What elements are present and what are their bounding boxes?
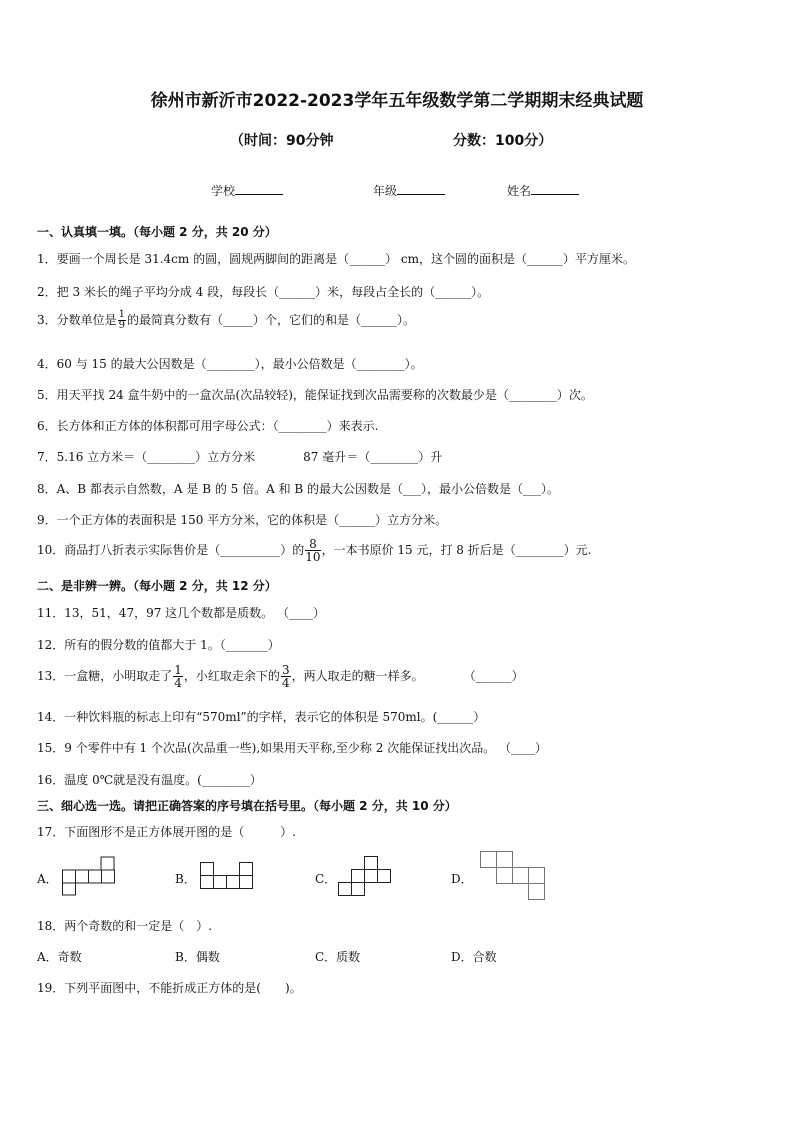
grade-field: 年级 [373,182,445,199]
question-10: 10．商品打八折表示实际售价是（__________）的 $\frac{8}{10}$ ，一本书原价 15 元，打 8 折后是（________）元. [37,537,592,564]
school-field: 学校 [211,182,283,199]
question-16: 16．温度 0℃就是没有温度。(________） [37,773,262,787]
exam-time: （时间：90分钟 [230,133,334,149]
question-13: 13．一盒糖，小明取走了 $\frac{1}{4}$ ，小红取走余下的 $\frac{3}{4}$ ，两人取走的糖一样多。 （______） [37,663,524,690]
q17-option-c-label: C． [315,872,337,886]
q18-option-d: D．合数 [451,950,497,964]
question-11: 11．13，51，47，97 这几个数都是质数。 （____） [37,606,325,620]
question-18: 18．两个奇数的和一定是（ ）. [37,919,213,933]
q18-option-b: B．偶数 [175,950,220,964]
question-3: 3．分数单位是 $\frac{1}{9}$ 的最简真分数有（_____）个，它们的和是（______）。 [37,309,416,331]
q17-option-b-net [200,862,254,890]
question-9: 9．一个正方体的表面积是 150 平方分米，它的体积是（______）立方分米。 [37,513,448,527]
question-15: 15．9 个零件中有 1 个次品(次品重一些),如果用天平称,至少称 2 次能保证找出次品。 （____） [37,741,548,755]
question-5: 5．用天平找 24 盒牛奶中的一盒次品(次品较轻)，能保证找到次品需要称的次数最少是（________）次。 [37,388,593,402]
q17-option-d-net [480,851,548,903]
exam-score: 分数：100分） [453,133,553,149]
q17-option-b-label: B． [175,872,196,886]
question-6: 6．长方体和正方体的体积都可用字母公式：（________）来表示. [37,419,379,433]
q18-option-c: C．质数 [315,950,361,964]
fraction-1-4: $\frac{1}{4}$ [174,663,182,690]
question-8: 8．A、B 都表示自然数，A 是 B 的 5 倍。A 和 B 的最大公因数是（___），最小公倍数是（___）。 [37,482,560,496]
q17-option-a-net [62,856,116,896]
section-2-heading: 二、是非辨一辨。（每小题 2 分，共 12 分） [37,579,277,593]
page-title: 徐州市新沂市2022-2023学年五年级数学第二学期期末经典试题 [150,91,644,111]
question-4: 4．60 与 15 的最大公因数是（________），最小公倍数是（________）。 [37,357,423,371]
name-field: 姓名 [507,182,579,199]
question-12: 12．所有的假分数的值都大于 1。（_______） [37,638,280,652]
question-7: 7．5.16 立方米＝（________）立方分米 87 毫升＝（________）升 [37,450,443,464]
question-14: 14．一种饮料瓶的标志上印有“570ml”的字样，表示它的体积是 570ml。(______） [37,710,486,724]
question-17: 17．下面图形不是正方体展开图的是（ ）. [37,825,297,839]
question-2: 2．把 3 米长的绳子平均分成 4 段，每段长（______）米，每段占全长的（______）。 [37,285,490,299]
q17-option-d-label: D． [451,872,473,886]
fraction-8-10: $\frac{8}{10}$ [305,537,321,564]
section-1-heading: 一、认真填一填。（每小题 2 分，共 20 分） [37,225,277,239]
q17-option-a-label: A． [37,872,58,886]
fraction-1-9: $\frac{1}{9}$ [118,309,126,331]
question-19: 19．下列平面图中，不能折成正方体的是( )。 [37,981,302,995]
q18-option-a: A．奇数 [37,950,82,964]
q17-option-c-net [338,856,394,896]
section-3-heading: 三、细心选一选。请把正确答案的序号填在括号里。（每小题 2 分，共 10 分） [37,799,457,813]
fraction-3-4: $\frac{3}{4}$ [281,663,290,690]
question-1: 1．要画一个周长是 31.4cm 的圆，圆规两脚间的距离是（______） cm，这个圆的面积是（______）平方厘米。 [37,252,635,266]
